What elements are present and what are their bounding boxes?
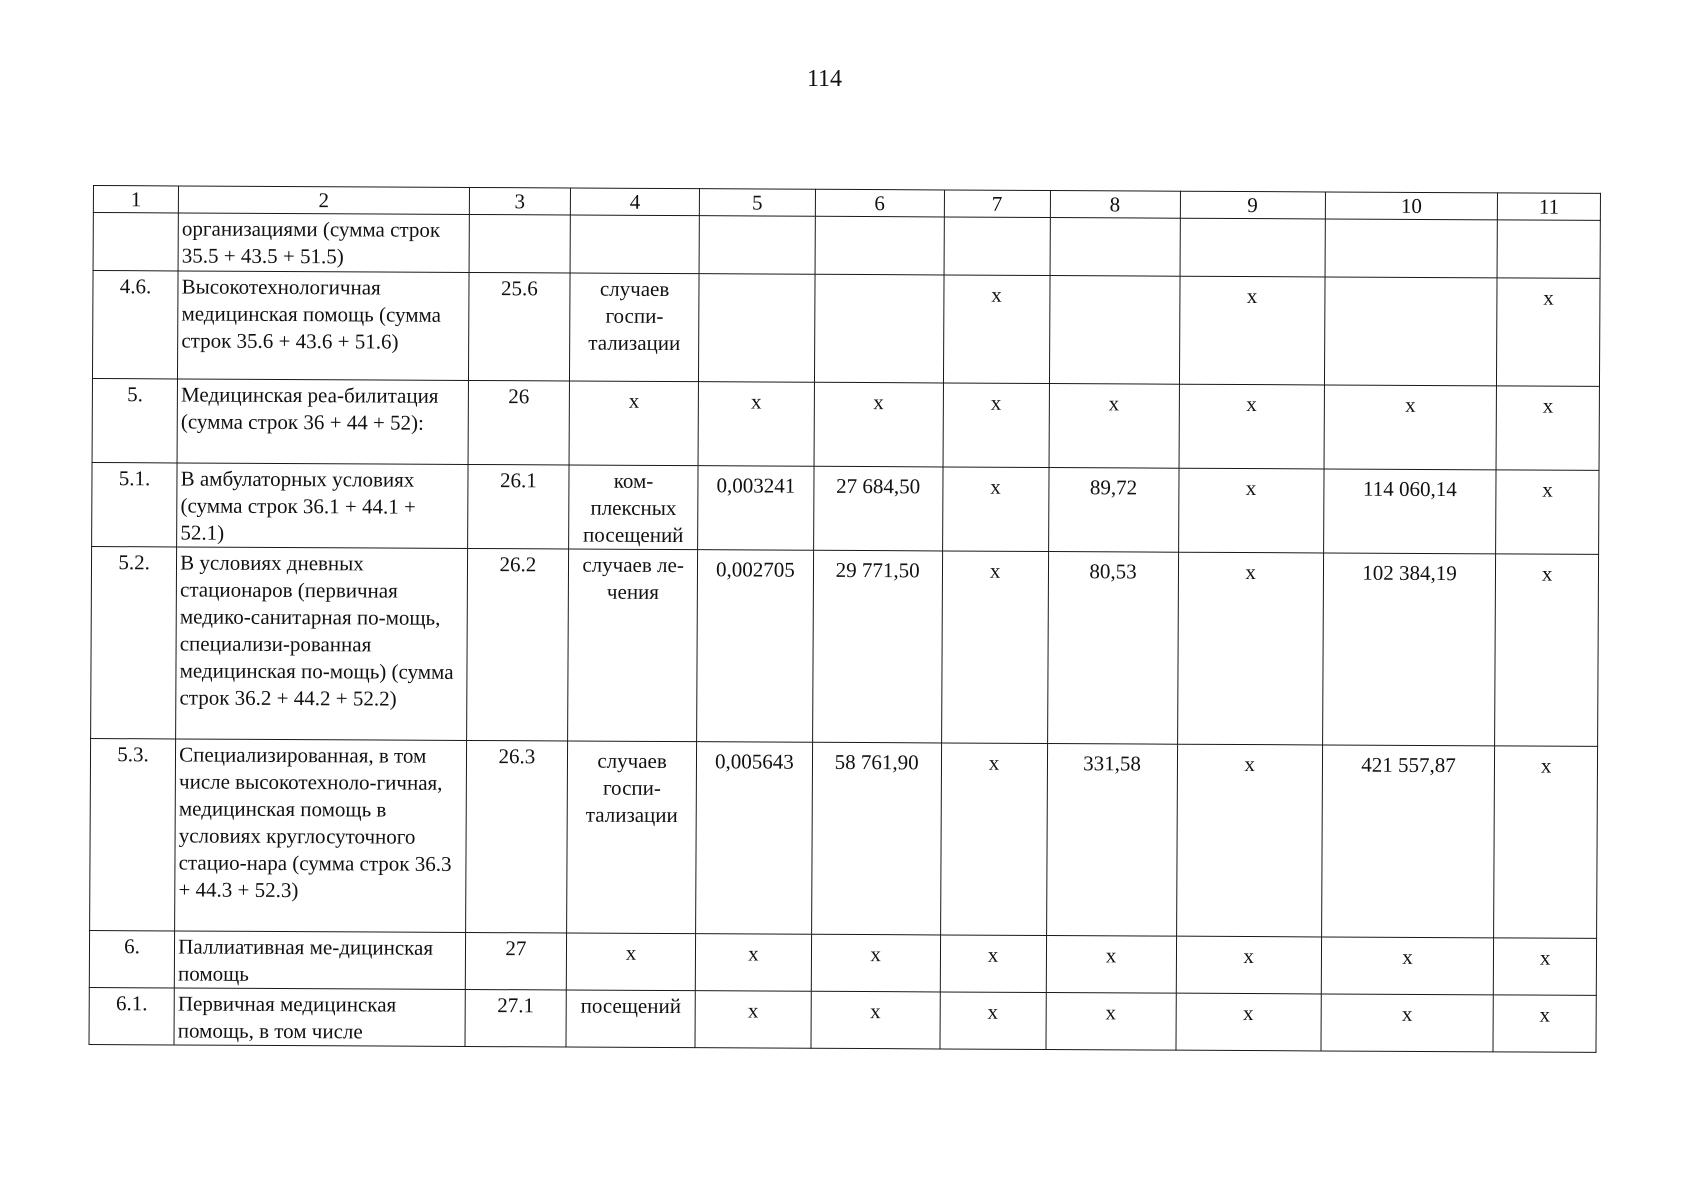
cell-col10: 102 384,19 — [1322, 553, 1496, 746]
page-number: 114 — [806, 66, 843, 92]
cell-col7: х — [943, 275, 1049, 384]
cell-col6 — [814, 274, 943, 383]
cell-col6 — [815, 216, 944, 275]
cell-col7: х — [941, 551, 1048, 744]
row-unit: х — [569, 381, 698, 466]
row-unit: случаев госпи-тализации — [567, 741, 697, 934]
row-unit — [570, 215, 699, 274]
cell-col7: х — [943, 383, 1049, 468]
cell-col11: х — [1495, 554, 1599, 747]
row-number: 6.1. — [89, 987, 174, 1044]
cell-col5: х — [695, 991, 811, 1049]
row-name: Первичная медицинская помощь, в том числе — [174, 988, 465, 1047]
header-cell: 10 — [1325, 192, 1498, 220]
row-number — [93, 213, 178, 271]
cell-col6: х — [811, 991, 940, 1049]
row-unit: ком-плексных посещений — [569, 465, 698, 550]
header-cell: 1 — [93, 186, 178, 213]
header-cell: 6 — [815, 189, 944, 217]
cell-col10 — [1325, 219, 1498, 278]
cell-col11 — [1497, 220, 1600, 279]
table-row — [93, 213, 1600, 279]
cell-col8: 331,58 — [1046, 744, 1177, 937]
cell-col8 — [1049, 276, 1180, 385]
cell-col9 — [1180, 218, 1326, 277]
row-code: 26.2 — [466, 548, 569, 741]
row-code — [469, 214, 571, 273]
row-name: организациями (сумма строк 35.5 + 43.5 + 51.5) — [178, 213, 469, 273]
cell-col9: х — [1179, 276, 1325, 385]
cell-col8: х — [1046, 993, 1176, 1051]
row-number: 5.2. — [91, 546, 177, 738]
cell-col9: х — [1178, 468, 1324, 553]
cell-col11: х — [1493, 995, 1596, 1053]
cell-col10: х — [1324, 385, 1497, 470]
row-unit: случаев госпи-тализации — [570, 273, 699, 382]
cell-col8 — [1050, 218, 1180, 277]
cell-col5: 0,002705 — [697, 550, 814, 743]
cell-col8: х — [1046, 936, 1176, 994]
row-number: 4.6. — [92, 271, 178, 379]
cell-col8: 80,53 — [1047, 552, 1178, 745]
row-code: 25.6 — [468, 272, 570, 381]
cell-col9: х — [1176, 993, 1322, 1051]
row-unit: х — [566, 933, 695, 991]
header-cell: 9 — [1180, 191, 1325, 219]
header-cell: 4 — [571, 188, 700, 216]
table-container — [88, 185, 1600, 1053]
cell-col7: х — [942, 467, 1048, 552]
row-code: 27 — [465, 932, 567, 990]
header-cell: 2 — [179, 186, 470, 215]
cell-col9: х — [1177, 552, 1323, 745]
row-number: 5.3. — [90, 738, 176, 930]
cell-col5: 0,005643 — [696, 742, 813, 935]
cell-col11: х — [1497, 278, 1600, 387]
cell-col6: 27 684,50 — [813, 466, 942, 551]
row-code: 26.1 — [467, 464, 569, 549]
cell-col11: х — [1494, 938, 1597, 996]
table-row — [91, 546, 1599, 746]
cell-col11: х — [1496, 386, 1599, 471]
cell-col6: х — [811, 934, 940, 992]
row-name: В условиях дневных стационаров (первичная медико-санитарная по-мощь, специализи-рованная медицинская по-мощь) (сумма строк 36.2 + 44.2 + 52.2) — [176, 547, 467, 741]
table-row — [92, 378, 1599, 470]
cell-col6: х — [814, 382, 943, 467]
cell-col5: 0,003241 — [698, 466, 814, 551]
row-unit: случаев ле-чения — [568, 549, 698, 742]
row-name: Медицинская реа-билитация (сумма строк 36 + 44 + 52): — [177, 379, 468, 465]
cell-col5: х — [698, 382, 814, 467]
table-row — [92, 271, 1600, 387]
cell-col5 — [699, 216, 815, 275]
cell-col7: х — [940, 992, 1046, 1050]
cell-col7: х — [940, 743, 1047, 936]
table-row — [90, 738, 1598, 938]
cell-col9: х — [1176, 936, 1322, 994]
header-cell: 7 — [944, 190, 1050, 218]
row-code: 26.3 — [465, 740, 568, 933]
header-cell: 11 — [1498, 193, 1601, 221]
header-cell: 3 — [469, 187, 571, 215]
table-row — [89, 987, 1596, 1052]
header-cell: 8 — [1050, 191, 1180, 219]
table-row — [89, 930, 1596, 995]
row-name: Специализированная, в том числе высокотехноло-гичная, медицинская помощь в условиях круглосуточного стацио-нара (сумма строк 36.3 + 44.3 + 52.3) — [175, 739, 466, 933]
cell-col10: х — [1321, 937, 1494, 995]
row-name: В амбулаторных условиях (сумма строк 36.1 + 44.1 + 52.1) — [177, 463, 468, 549]
cell-col11: х — [1494, 746, 1598, 939]
cell-col7: х — [940, 935, 1046, 993]
cell-col5: х — [695, 934, 811, 992]
cell-col10: х — [1321, 994, 1494, 1052]
cell-col10: 114 060,14 — [1323, 469, 1496, 554]
row-name: Паллиативная ме-дицинская помощь — [174, 931, 465, 990]
row-number: 5.1. — [92, 462, 178, 546]
cell-col8: х — [1049, 384, 1179, 469]
cell-col9: х — [1179, 384, 1325, 469]
row-unit: посещений — [566, 990, 695, 1048]
data-table — [88, 185, 1600, 1053]
cell-col5 — [699, 274, 815, 383]
row-number: 5. — [92, 378, 178, 462]
row-code: 27.1 — [465, 989, 567, 1047]
row-number: 6. — [89, 930, 174, 987]
cell-col6: 29 771,50 — [812, 550, 942, 743]
cell-col9: х — [1176, 744, 1322, 937]
row-code: 26 — [468, 380, 570, 465]
cell-col7 — [944, 217, 1050, 276]
header-cell: 5 — [699, 189, 815, 217]
table-row — [92, 462, 1599, 554]
cell-col6: 58 761,90 — [811, 742, 941, 935]
cell-col11: х — [1496, 470, 1599, 555]
cell-col8: 89,72 — [1048, 468, 1178, 553]
cell-col10: 421 557,87 — [1321, 745, 1495, 938]
row-name: Высокотехнологичная медицинская помощь (сумма строк 35.6 + 43.6 + 51.6) — [178, 271, 469, 381]
cell-col10 — [1324, 277, 1497, 386]
